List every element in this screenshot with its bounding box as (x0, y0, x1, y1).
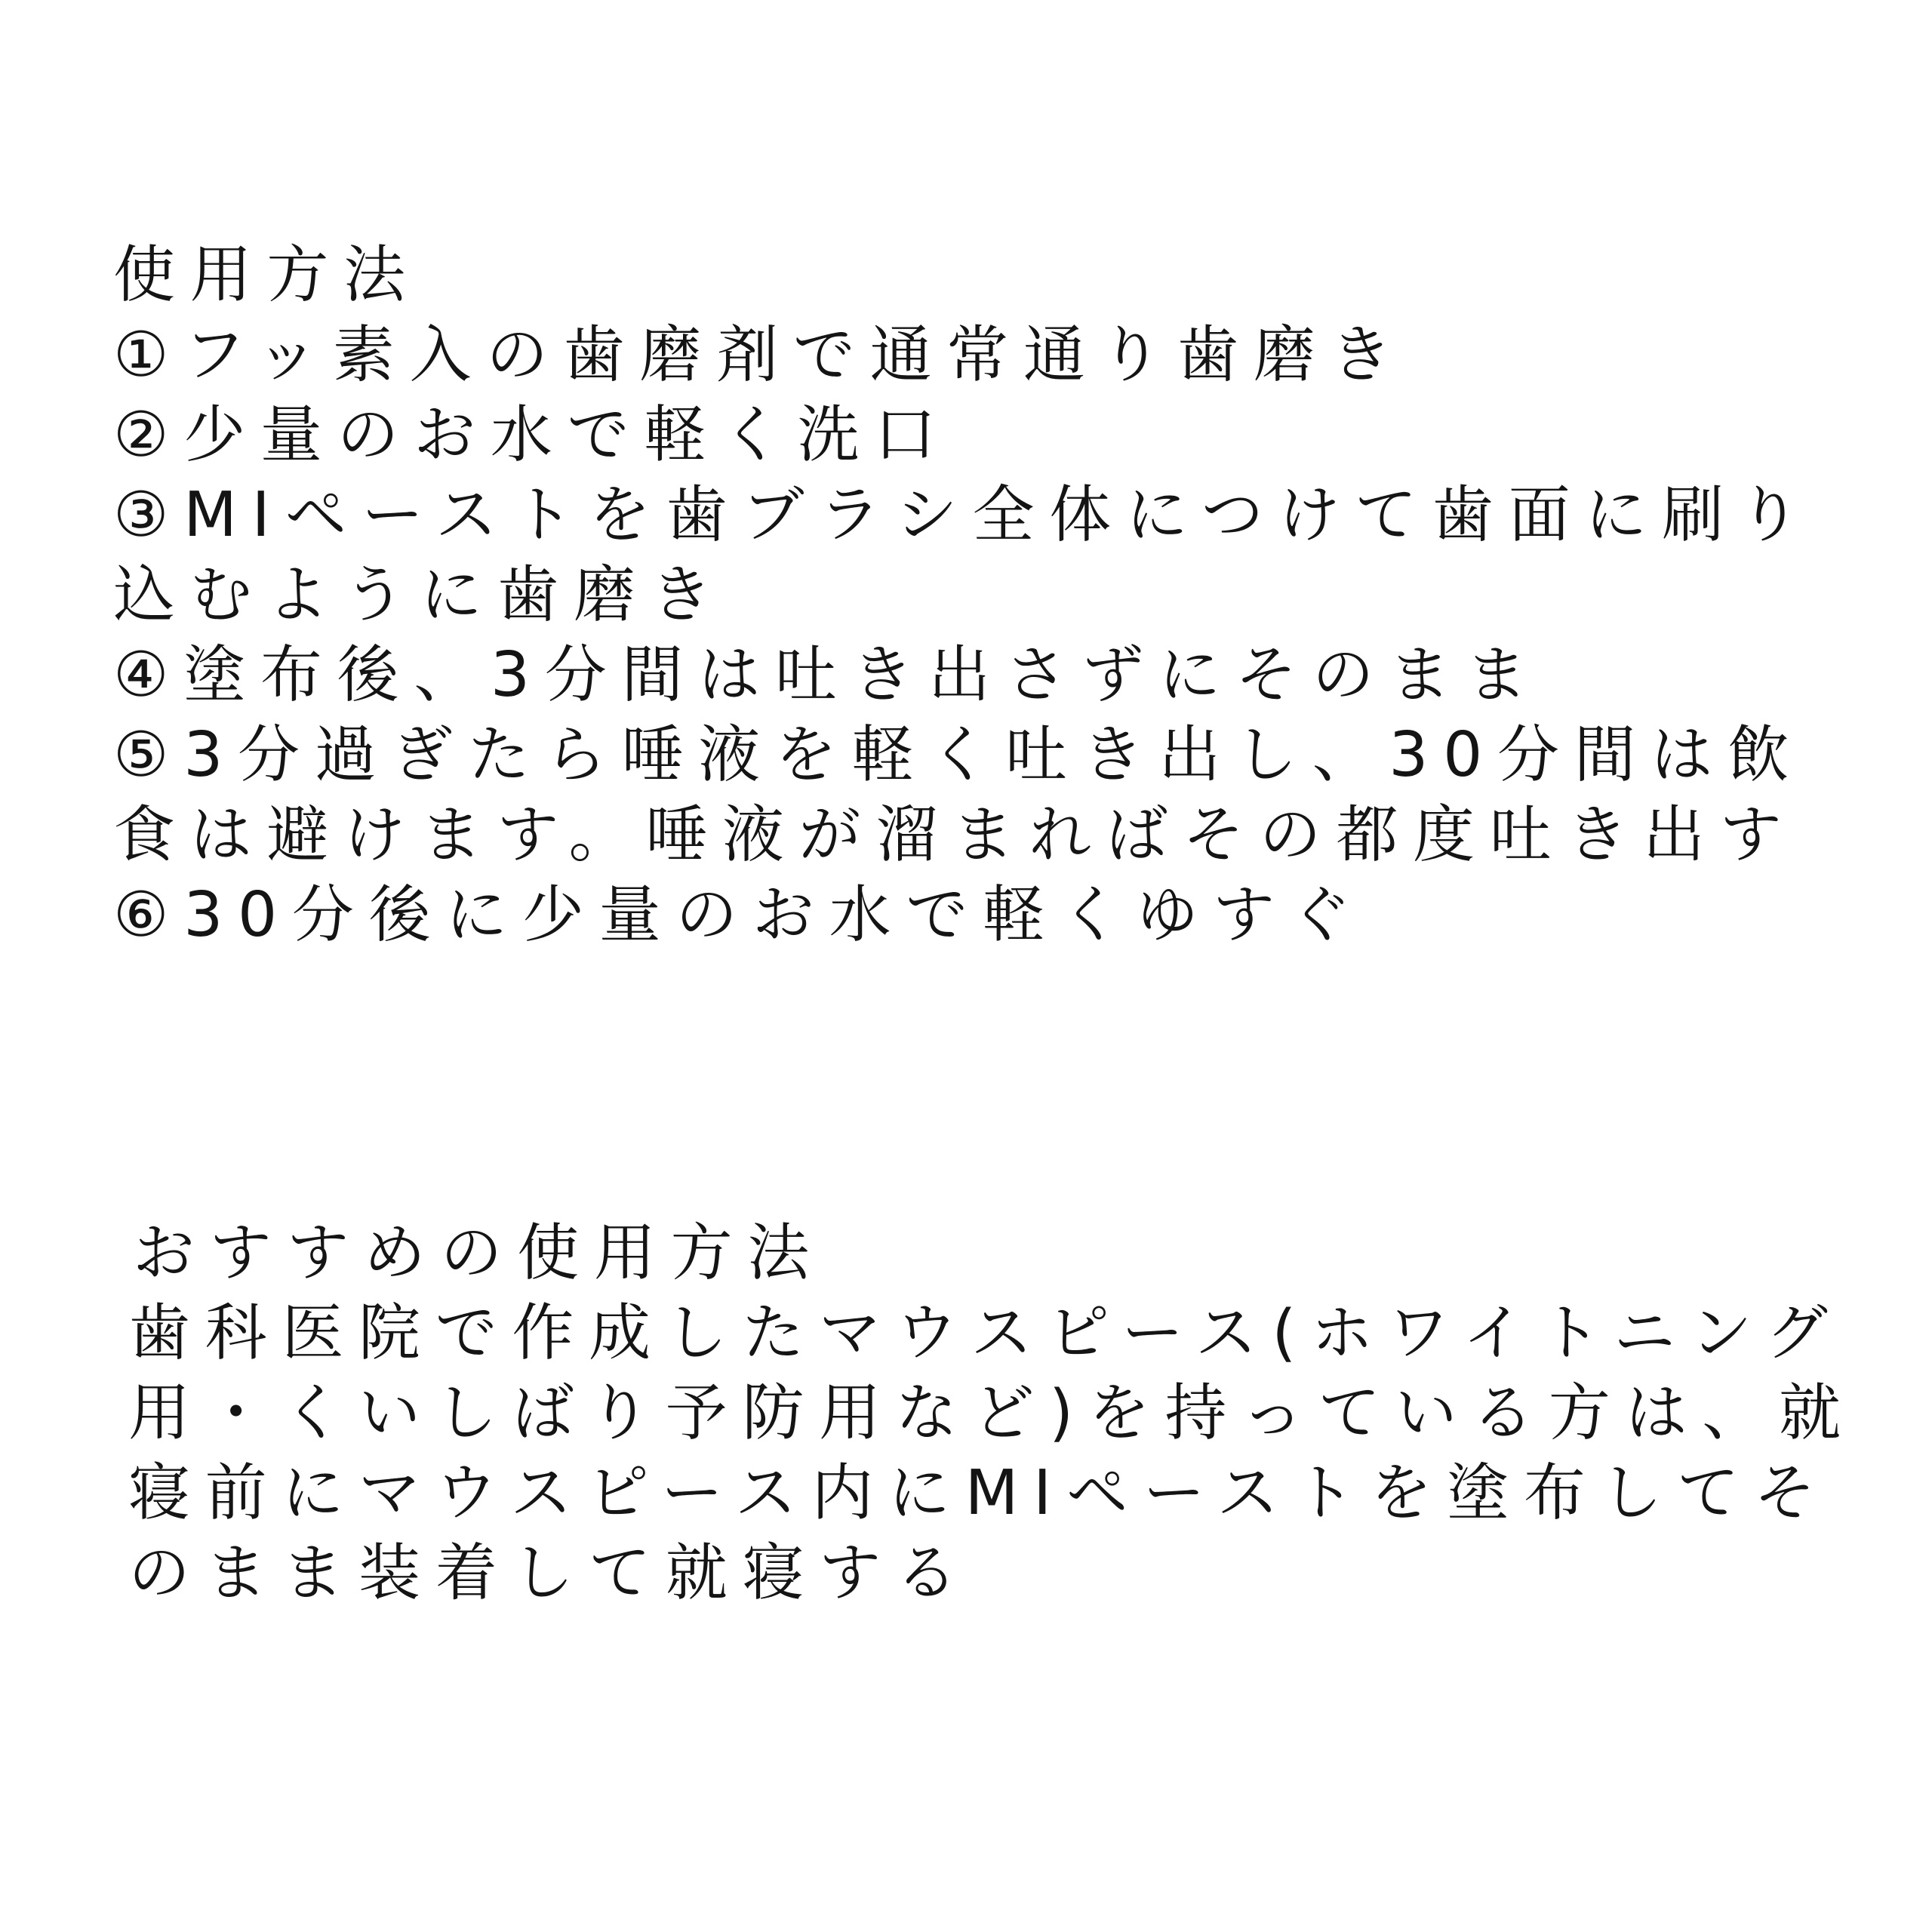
usage-title: 使用方法 (113, 239, 420, 311)
usage-step-1: ①フッ素入の歯磨剤で通常通り歯磨き (113, 319, 1407, 391)
recommended-line-2: 用・くいしばり予防用など)を持っている方は、就 (128, 1377, 1856, 1449)
usage-step-6: ⑥30分後に少量のお水で軽くゆすぐ (113, 879, 1367, 951)
recommended-usage-section (128, 1214, 1856, 1614)
usage-step-3-continuation: 込むように歯磨き (113, 559, 728, 631)
usage-step-5-continuation: 食は避けます。唾液が溜まればその都度吐き出す (113, 799, 1797, 871)
usage-step-2: ②少量のお水で軽く洗口 (113, 399, 951, 471)
recommended-title: おすすめの使用方法 (133, 1217, 824, 1289)
usage-section (113, 235, 1815, 955)
recommended-line-3: 寝前にマウスピース内にMIペーストを塗布してそ (128, 1457, 1831, 1529)
usage-step-3: ③MIペーストを歯ブラシ全体につけて歯面に刷り (113, 479, 1816, 551)
usage-step-4: ④塗布後、3分間は吐き出さずにそのまま (113, 639, 1543, 711)
recommended-line-1: 歯科医院で作成したマウスピース(ホワイトニング (128, 1297, 1843, 1369)
recommended-line-4: のまま装着して就寝する (128, 1537, 973, 1609)
usage-step-5: ⑤3分過ぎたら唾液を軽く吐き出し、30分間は飲 (113, 719, 1804, 791)
